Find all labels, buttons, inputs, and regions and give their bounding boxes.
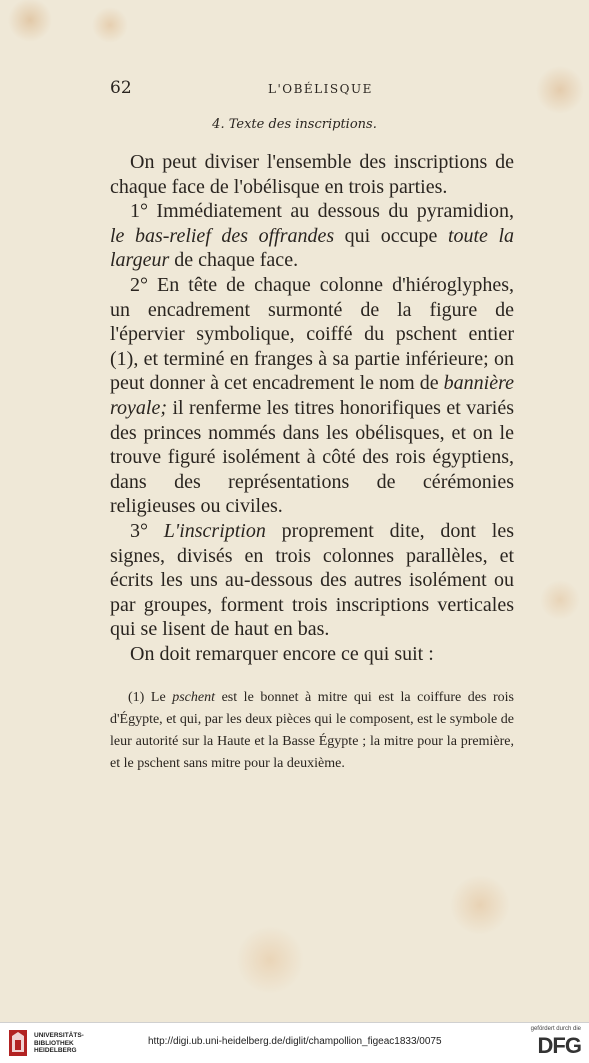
paragraph-2 xyxy=(110,199,514,273)
p4-text-b: proprement dite, dont les signes, divisés en trois colonnes parallèles, et écrits les uns au-dessous des autres isolément ou par groupes, forment trois inscriptions verticales qui se lisent de haut en bas. xyxy=(110,519,515,641)
p2-text-c: de chaque face. xyxy=(169,249,299,272)
dfg-logo: DFG xyxy=(537,1033,581,1058)
p2-italic-b: toute la largeur xyxy=(110,224,515,272)
p4-italic: L'inscription xyxy=(163,519,266,542)
paragraph-3 xyxy=(110,273,514,519)
p4-text-a: 3° xyxy=(130,519,164,542)
library-line-1: UNIVERSITÄTS- xyxy=(34,1032,84,1039)
p3-italic: bannière royale; xyxy=(110,372,514,419)
p3-text-a: 2° En tête de chaque colonne d'hiéroglyphes, un encadrement surmonté de la figure de l'épervier symbolique, coiffé du pschent entier (1), et terminé en franges à sa partie inférieure; on peut donner à cet encadrement le nom de xyxy=(110,273,514,395)
paragraph-5: On doit remarquer encore ce qui suit : xyxy=(130,642,434,665)
permalink-url[interactable]: http://digi.ub.uni-heidelberg.de/diglit/champollion_figeac1833/0075 xyxy=(148,1036,442,1047)
university-seal-icon xyxy=(8,1028,28,1058)
p2-italic-a: le bas-relief des offrandes xyxy=(110,224,335,247)
footnote-italic: pschent xyxy=(172,690,215,705)
paragraph-1: On peut diviser l'ensemble des inscriptions de chaque face de l'obélisque en trois parties. xyxy=(110,151,514,198)
viewer-footer xyxy=(0,1022,589,1063)
library-name xyxy=(34,1032,84,1055)
running-title: L'OBÉLISQUE xyxy=(268,82,373,96)
p2-text-b: qui occupe xyxy=(334,224,448,247)
body-text xyxy=(110,150,514,666)
p3-text-b: il renferme les titres honorifiques et variés des princes nommés dans les obélisques, et on le trouve figuré isolément à côté des rois égyptiens, dans des représentations de cérémonies religieuses ou civiles. xyxy=(110,396,514,518)
footnote xyxy=(110,687,514,775)
page-number: 62 xyxy=(110,78,132,98)
p2-text-a: 1° Immédiatement au dessous du pyramidion, xyxy=(130,200,514,223)
footnote-text-a: (1) Le xyxy=(128,690,173,705)
footnote-text-b: est le bonnet à mitre qui est la coiffure des rois d'Égypte, et qui, par les deux pièces qui le composent, est le symbole de leur autorité sur la Haute et la Basse Égypte ; la mitre pour la première, et le pschent sans mitre pour la deuxième. xyxy=(110,690,515,771)
funding-note: gefördert durch die xyxy=(530,1026,581,1032)
section-title: 4. Texte des inscriptions. xyxy=(212,117,377,132)
library-line-3: HEIDELBERG xyxy=(34,1047,77,1054)
paragraph-4 xyxy=(110,519,514,642)
library-line-2: BIBLIOTHEK xyxy=(34,1039,74,1047)
